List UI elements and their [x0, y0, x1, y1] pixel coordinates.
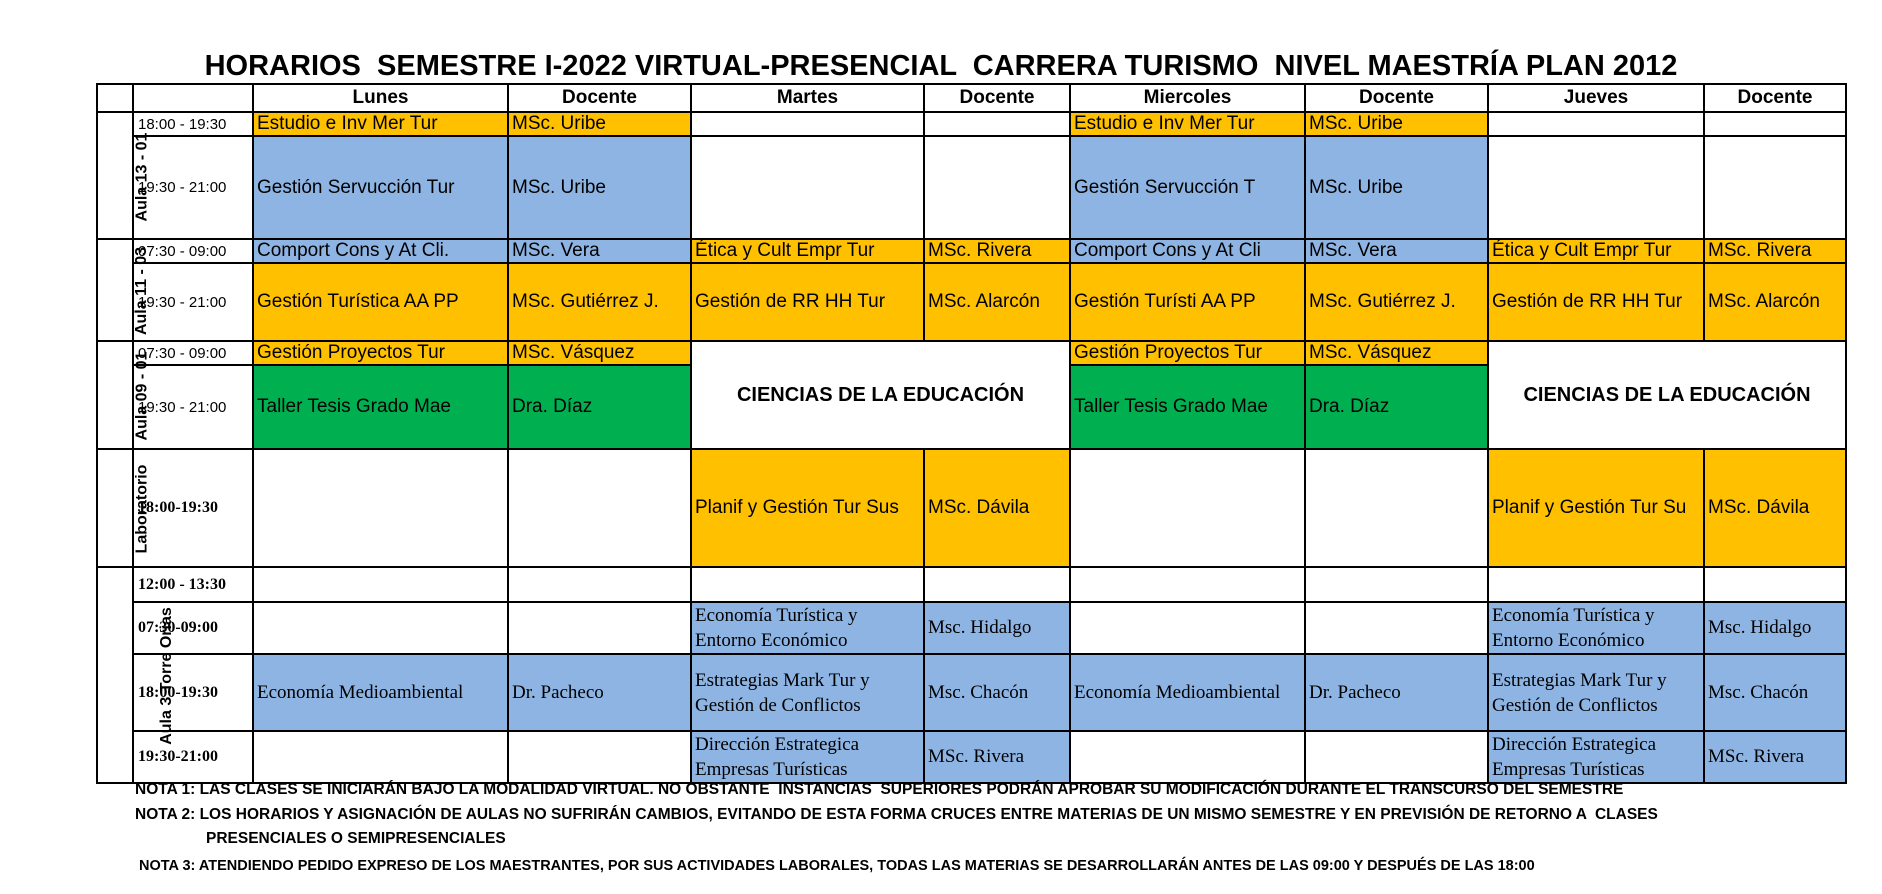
time-cell: 19:30 - 21:00: [133, 263, 253, 341]
merged-cell-ciencias: CIENCIAS DE LA EDUCACIÓN: [691, 341, 1070, 449]
teacher-cell: MSc. Rivera: [1704, 731, 1846, 783]
time-cell: 19:30 - 21:00: [133, 136, 253, 239]
teacher-cell: [1305, 602, 1488, 654]
subject-cell: [1488, 112, 1704, 136]
subject-cell: [1488, 136, 1704, 239]
header-docente: Docente: [1305, 84, 1488, 112]
teacher-cell: [1305, 449, 1488, 567]
teacher-cell: [508, 567, 691, 602]
teacher-cell: MSc. Uribe: [1305, 112, 1488, 136]
table-row: [97, 731, 1846, 783]
subject-cell: Gestión de RR HH Tur: [1488, 263, 1704, 341]
table-row: [97, 239, 1846, 263]
teacher-cell: [508, 731, 691, 783]
header-docente: Docente: [1704, 84, 1846, 112]
teacher-cell: MSc. Alarcón: [1704, 263, 1846, 341]
teacher-cell: [924, 136, 1070, 239]
subject-cell: Comport Cons y At Cli: [1070, 239, 1305, 263]
time-cell: 12:00 - 13:30: [133, 567, 253, 602]
table-row: [97, 263, 1846, 341]
subject-cell: Taller Tesis Grado Mae: [1070, 365, 1305, 449]
subject-cell: Gestión Servucción T: [1070, 136, 1305, 239]
header-docente: Docente: [924, 84, 1070, 112]
time-cell: 19:30-21:00: [133, 731, 253, 783]
teacher-cell: [508, 602, 691, 654]
subject-cell: Estudio e Inv Mer Tur: [253, 112, 508, 136]
header-jueves: Jueves: [1488, 84, 1704, 112]
table-row: [97, 341, 1846, 365]
teacher-cell: Msc. Chacón: [924, 654, 1070, 731]
teacher-cell: MSc. Vásquez: [508, 341, 691, 365]
page-title: HORARIOS SEMESTRE I-2022 VIRTUAL-PRESENCIAL CARRERA TURISMO NIVEL MAESTRÍA PLAN 2012: [204, 50, 1678, 82]
aula-label: Aula 3 Torre Orias: [97, 567, 133, 783]
note-3: NOTA 3: ATENDIENDO PEDIDO EXPRESO DE LOS MAESTRANTES, POR SUS ACTIVIDADES LABORALES, TODAS LAS MATERIAS SE DESARROLLARÁN ANTES DE LAS 09:00 Y DESPUÉS DE LAS 18:00: [139, 858, 1535, 874]
time-cell: 07:30 - 09:00: [133, 341, 253, 365]
teacher-cell: [924, 112, 1070, 136]
subject-cell: Gestión Proyectos Tur: [1070, 341, 1305, 365]
teacher-cell: MSc. Vásquez: [1305, 341, 1488, 365]
subject-cell: [1070, 567, 1305, 602]
subject-cell: Gestión Proyectos Tur: [253, 341, 508, 365]
table-row: [97, 449, 1846, 567]
teacher-cell: Msc. Hidalgo: [924, 602, 1070, 654]
teacher-cell: MSc. Uribe: [508, 112, 691, 136]
subject-cell: Dirección Estrategica Empresas Turísticas: [1488, 731, 1704, 783]
aula-label: Aula 11 - 03: [97, 239, 133, 341]
subject-cell: Economía Turística y Entorno Económico: [1488, 602, 1704, 654]
teacher-cell: [1704, 567, 1846, 602]
teacher-cell: Msc. Chacón: [1704, 654, 1846, 731]
teacher-cell: [1305, 567, 1488, 602]
aula-label: Aula 13 - 01: [97, 112, 133, 239]
subject-cell: [253, 449, 508, 567]
teacher-cell: [1704, 112, 1846, 136]
corner-cell: [97, 84, 133, 112]
teacher-cell: Dra. Díaz: [1305, 365, 1488, 449]
teacher-cell: MSc. Dávila: [1704, 449, 1846, 567]
note-1: NOTA 1: LAS CLASES SE INICIARÁN BAJO LA MODALIDAD VIRTUAL. NO OBSTANTE INSTANCIAS SUPERIORES PODRÁN APROBAR SU MODIFICACIÓN DURANTE EL TRANSCURSO DEL SEMESTRE: [135, 781, 1624, 798]
merged-cell-ciencias: CIENCIAS DE LA EDUCACIÓN: [1488, 341, 1846, 449]
table-row: [97, 567, 1846, 602]
table-row: [97, 136, 1846, 239]
subject-cell: Estrategias Mark Tur y Gestión de Conflictos: [691, 654, 924, 731]
schedule-table: [96, 83, 1847, 784]
time-cell: 18:00 - 19:30: [133, 112, 253, 136]
subject-cell: Gestión Turísti AA PP: [1070, 263, 1305, 341]
teacher-cell: MSc. Gutiérrez J.: [1305, 263, 1488, 341]
subject-cell: [691, 567, 924, 602]
teacher-cell: Dra. Díaz: [508, 365, 691, 449]
teacher-cell: MSc. Dávila: [924, 449, 1070, 567]
header-miercoles: Miercoles: [1070, 84, 1305, 112]
teacher-cell: MSc. Vera: [1305, 239, 1488, 263]
subject-cell: Estudio e Inv Mer Tur: [1070, 112, 1305, 136]
subject-cell: Planif y Gestión Tur Sus: [691, 449, 924, 567]
teacher-cell: MSc. Gutiérrez J.: [508, 263, 691, 341]
subject-cell: [253, 567, 508, 602]
teacher-cell: Dr. Pacheco: [508, 654, 691, 731]
teacher-cell: [1305, 731, 1488, 783]
subject-cell: Taller Tesis Grado Mae: [253, 365, 508, 449]
teacher-cell: MSc. Alarcón: [924, 263, 1070, 341]
teacher-cell: [1704, 136, 1846, 239]
subject-cell: Gestión Servucción Tur: [253, 136, 508, 239]
time-cell: 07:30-09:00: [133, 602, 253, 654]
subject-cell: Planif y Gestión Tur Su: [1488, 449, 1704, 567]
subject-cell: [1070, 449, 1305, 567]
teacher-cell: MSc. Rivera: [924, 731, 1070, 783]
subject-cell: Dirección Estrategica Empresas Turísticas: [691, 731, 924, 783]
table-row: [97, 602, 1846, 654]
header-martes: Martes: [691, 84, 924, 112]
time-cell: 07:30 - 09:00: [133, 239, 253, 263]
subject-cell: Ética y Cult Empr Tur: [1488, 239, 1704, 263]
subject-cell: Gestión de RR HH Tur: [691, 263, 924, 341]
time-cell: 18:00-19:30: [133, 449, 253, 567]
subject-cell: Economía Medioambiental: [1070, 654, 1305, 731]
header-row: [97, 84, 1846, 112]
corner-cell: [133, 84, 253, 112]
header-docente: Docente: [508, 84, 691, 112]
subject-cell: Comport Cons y At Cli.: [253, 239, 508, 263]
teacher-cell: MSc. Uribe: [508, 136, 691, 239]
note-2: NOTA 2: LOS HORARIOS Y ASIGNACIÓN DE AULAS NO SUFRIRÁN CAMBIOS, EVITANDO DE ESTA FORMA CRUCES ENTRE MATERIAS DE UN MISMO SEMESTRE Y EN PREVISIÓN DE RETORNO A CLASES: [135, 806, 1658, 823]
teacher-cell: Dr. Pacheco: [1305, 654, 1488, 731]
subject-cell: [1070, 602, 1305, 654]
teacher-cell: MSc. Vera: [508, 239, 691, 263]
teacher-cell: [924, 567, 1070, 602]
subject-cell: [691, 112, 924, 136]
teacher-cell: MSc. Rivera: [924, 239, 1070, 263]
teacher-cell: Msc. Hidalgo: [1704, 602, 1846, 654]
table-row: [97, 654, 1846, 731]
subject-cell: Economía Medioambiental: [253, 654, 508, 731]
subject-cell: Estrategias Mark Tur y Gestión de Conflictos: [1488, 654, 1704, 731]
table-row: [97, 112, 1846, 136]
subject-cell: [253, 731, 508, 783]
subject-cell: Gestión Turística AA PP: [253, 263, 508, 341]
time-cell: 19:30 - 21:00: [133, 365, 253, 449]
aula-label: Laboratorio: [97, 449, 133, 567]
note-2-continuation: PRESENCIALES O SEMIPRESENCIALES: [206, 830, 506, 847]
subject-cell: [1488, 567, 1704, 602]
header-lunes: Lunes: [253, 84, 508, 112]
subject-cell: Ética y Cult Empr Tur: [691, 239, 924, 263]
subject-cell: [691, 136, 924, 239]
subject-cell: Economía Turística y Entorno Económico: [691, 602, 924, 654]
subject-cell: [1070, 731, 1305, 783]
time-cell: 18:00-19:30: [133, 654, 253, 731]
teacher-cell: MSc. Rivera: [1704, 239, 1846, 263]
subject-cell: [253, 602, 508, 654]
aula-label: Aula 09 - 01: [97, 341, 133, 449]
teacher-cell: MSc. Uribe: [1305, 136, 1488, 239]
teacher-cell: [508, 449, 691, 567]
